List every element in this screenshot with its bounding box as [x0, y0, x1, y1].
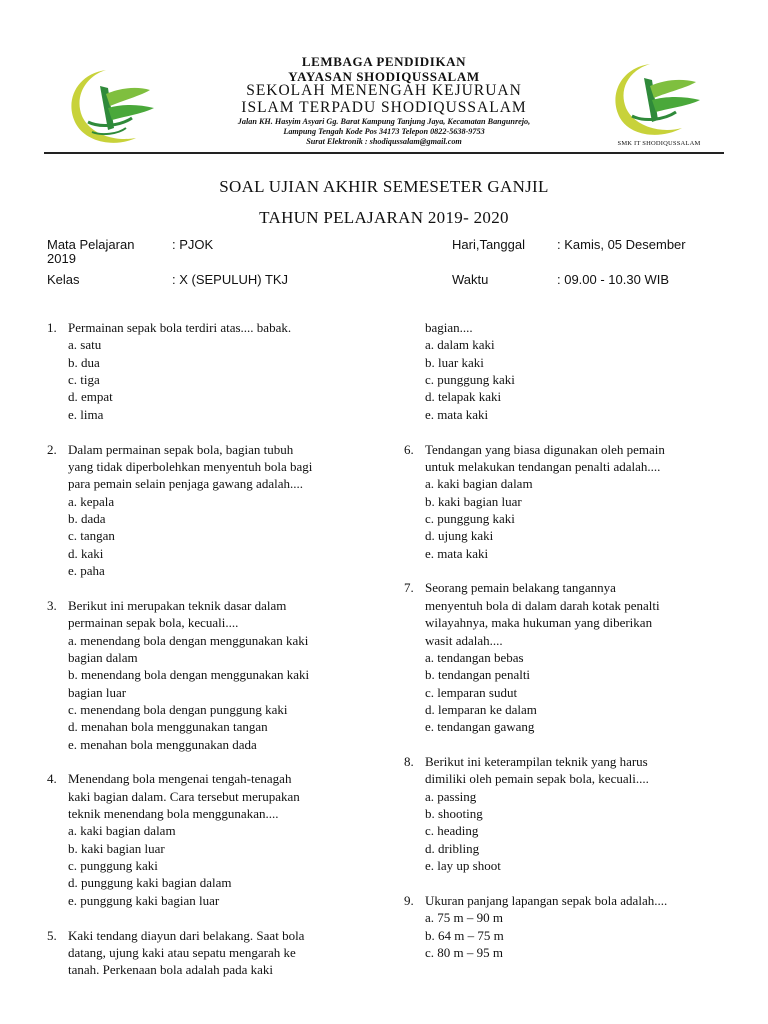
answer-option: b. tendangan penalti: [425, 667, 531, 683]
question-number: 9.: [404, 892, 414, 908]
answer-option: c. menendang bola dengan punggung kaki: [68, 701, 288, 717]
address-email: Surat Elektronik : shodiqussalam@gmail.com: [306, 137, 462, 146]
question-item: [47, 597, 377, 753]
answer-option: c. tangan: [68, 528, 115, 544]
time-value: : 09.00 - 10.30 WIB: [557, 272, 670, 287]
question-item: [404, 753, 734, 874]
answer-option: d. lemparan ke dalam: [425, 701, 537, 717]
answer-option: d. telapak kaki: [425, 389, 502, 405]
questions-right-column: [404, 319, 734, 961]
question-item: [47, 441, 377, 580]
answer-option: c. tiga: [68, 372, 100, 388]
question-item: [404, 892, 734, 961]
question-text: menyentuh bola di dalam darah kotak penalti: [425, 597, 660, 613]
question-item: [47, 927, 377, 979]
question-spacer: [404, 874, 734, 892]
address-line2: Lampung Tengah Kode Pos 34173 Telepon 0822-5638-9753: [283, 127, 485, 136]
answer-option: e. lay up shoot: [425, 858, 501, 874]
question-text: wasit adalah....: [425, 632, 503, 648]
answer-option: a. tendangan bebas: [425, 649, 524, 665]
question-text: permainan sepak bola, kecuali....: [68, 615, 239, 631]
question-number: 7.: [404, 580, 414, 596]
question-item: [404, 319, 734, 423]
day-label: Hari,Tanggal: [452, 237, 525, 252]
question-spacer: [404, 736, 734, 754]
question-text: Tendangan yang biasa digunakan oleh pemain: [425, 441, 665, 457]
subject-label: Mata Pelajaran: [47, 237, 135, 252]
school-name: ISLAM TERPADU SHODIQUSSALAM: [241, 99, 527, 116]
logo-caption: SMK IT SHODIQUSSALAM: [617, 140, 701, 147]
question-spacer: [404, 423, 734, 441]
question-text: Berikut ini keterampilan teknik yang harus: [425, 754, 648, 770]
question-spacer: [404, 562, 734, 580]
answer-option: b. menendang bola dengan menggunakan kaki: [68, 667, 310, 683]
answer-option: e. mata kaki: [425, 545, 489, 561]
answer-option: a. kepala: [68, 493, 115, 509]
question-number: 1.: [47, 320, 57, 335]
subject-value: : PJOK: [172, 237, 214, 252]
question-text: Permainan sepak bola terdiri atas.... babak.: [68, 320, 292, 335]
question-text: teknik menendang bola menggunakan....: [68, 806, 279, 822]
foundation-line2: YAYASAN SHODIQUSSALAM: [288, 69, 480, 84]
answer-option: c. heading: [425, 823, 479, 839]
answer-option: c. lemparan sudut: [425, 684, 518, 700]
answer-option: c. punggung kaki: [68, 858, 158, 874]
foundation-line1: LEMBAGA PENDIDIKAN: [301, 54, 467, 69]
answer-option: b. dada: [68, 510, 106, 526]
answer-option: a. kaki bagian dalam: [425, 476, 533, 492]
question-text: Seorang pemain belakang tangannya: [425, 580, 616, 596]
question-text: kaki bagian dalam. Cara tersebut merupakan: [68, 788, 300, 804]
answer-option: e. lima: [68, 406, 104, 422]
answer-option: d. ujung kaki: [425, 528, 494, 544]
question-spacer: [47, 423, 377, 441]
date-year: 2019: [47, 251, 76, 266]
answer-option: b. kaki bagian luar: [68, 840, 165, 856]
question-spacer: [47, 753, 377, 771]
question-text: Berikut ini merupakan teknik dasar dalam: [68, 597, 287, 613]
answer-option: e. paha: [68, 562, 105, 578]
question-number: 2.: [47, 441, 57, 457]
exam-title: SOAL UJIAN AKHIR SEMESETER GANJIL: [219, 177, 549, 196]
answer-option: b. kaki bagian luar: [425, 493, 522, 509]
question-text: bagian....: [425, 320, 473, 335]
class-label: Kelas: [47, 272, 80, 287]
question-text: Menendang bola mengenai tengah-tenagah: [68, 771, 292, 787]
answer-option: c. punggung kaki: [425, 510, 515, 526]
answer-option: bagian luar: [68, 684, 127, 700]
answer-option: d. kaki: [68, 545, 104, 561]
question-text: yang tidak diperbolehkan menyentuh bola bagi: [68, 458, 313, 474]
answer-option: d. menahan bola menggunakan tangan: [68, 719, 268, 735]
address-line1: Jalan KH. Hasyim Asyari Gg. Barat Kampung Tanjung Jaya, Kecamatan Bangunrejo,: [237, 117, 531, 126]
answer-option: b. 64 m – 75 m: [425, 927, 504, 943]
question-number: 5.: [47, 927, 57, 943]
question-item: [404, 579, 734, 735]
question-text: wilayahnya, maka hukuman yang diberikan: [425, 615, 653, 631]
letterhead-divider: [44, 152, 724, 154]
answer-option: bagian dalam: [68, 649, 138, 665]
answer-option: d. punggung kaki bagian dalam: [68, 875, 232, 891]
question-text: Ukuran panjang lapangan sepak bola adalah....: [425, 892, 668, 908]
answer-option: e. mata kaki: [425, 406, 489, 422]
question-text: tanah. Perkenaan bola adalah pada kaki: [68, 962, 274, 978]
question-number: 4.: [47, 771, 57, 787]
answer-option: a. dalam kaki: [425, 337, 495, 353]
answer-option: e. punggung kaki bagian luar: [68, 892, 220, 908]
class-value: : X (SEPULUH) TKJ: [172, 272, 289, 287]
question-text: Kaki tendang diayun dari belakang. Saat bola: [68, 927, 305, 943]
question-spacer: [47, 579, 377, 597]
answer-option: e. menahan bola menggunakan dada: [68, 736, 257, 752]
question-number: 3.: [47, 597, 57, 613]
answer-option: d. dribling: [425, 840, 480, 856]
exam-year: TAHUN PELAJARAN 2019- 2020: [259, 208, 509, 227]
question-text: Dalam permainan sepak bola, bagian tubuh: [68, 441, 294, 457]
answer-option: b. luar kaki: [425, 354, 484, 370]
answer-option: c. punggung kaki: [425, 372, 515, 388]
question-item: [47, 770, 377, 909]
question-item: [404, 441, 734, 562]
time-label: Waktu: [452, 272, 489, 287]
day-value: : Kamis, 05 Desember: [557, 237, 686, 252]
answer-option: a. 75 m – 90 m: [425, 910, 503, 926]
question-number: 6.: [404, 441, 414, 457]
question-text: untuk melakukan tendangan penalti adalah....: [425, 458, 661, 474]
answer-option: b. dua: [68, 354, 100, 370]
answer-option: a. kaki bagian dalam: [68, 823, 176, 839]
school-type: SEKOLAH MENENGAH KEJURUAN: [246, 82, 522, 99]
question-spacer: [47, 909, 377, 927]
answer-option: e. tendangan gawang: [425, 719, 535, 735]
question-text: datang, ujung kaki atau sepatu mengarah ke: [68, 945, 296, 960]
question-number: 8.: [404, 754, 414, 770]
answer-option: c. 80 m – 95 m: [425, 945, 503, 960]
question-item: [47, 319, 377, 423]
answer-option: a. passing: [425, 788, 477, 804]
question-text: para pemain selain penjaga gawang adalah....: [68, 476, 303, 492]
answer-option: a. menendang bola dengan menggunakan kaki: [68, 632, 309, 648]
answer-option: a. satu: [68, 337, 102, 353]
question-text: dimiliki oleh pemain sepak bola, kecuali....: [425, 771, 649, 787]
answer-option: b. shooting: [425, 806, 483, 822]
answer-option: d. empat: [68, 389, 113, 405]
questions-left-column: [47, 319, 377, 979]
